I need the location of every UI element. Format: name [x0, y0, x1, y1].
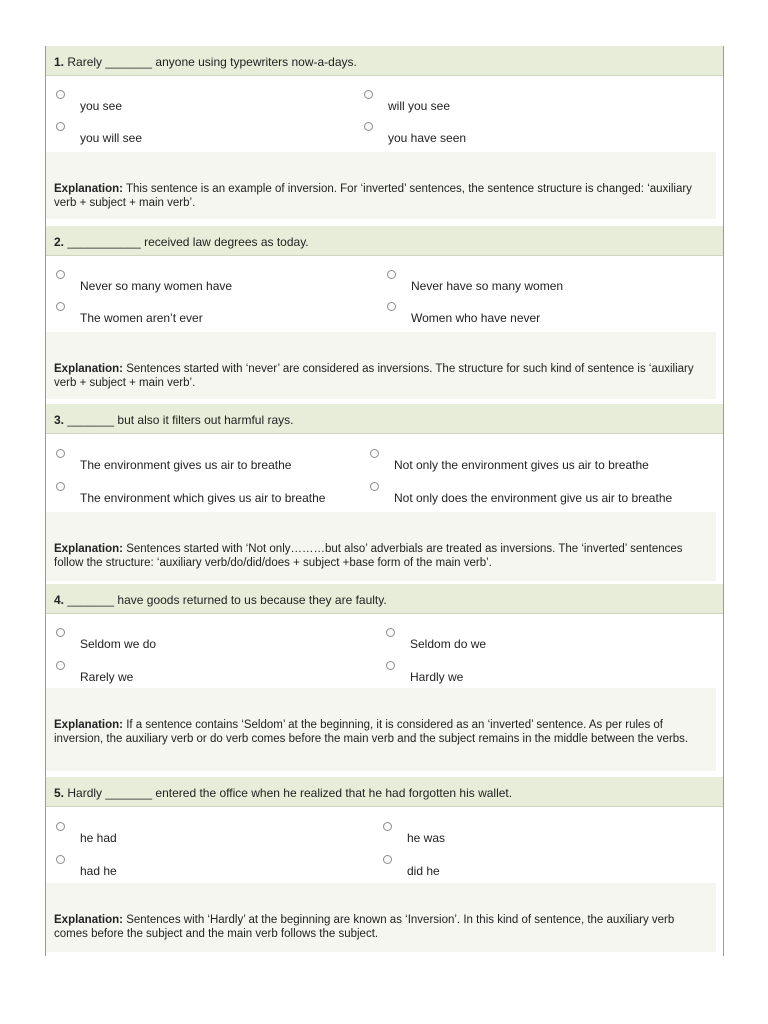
option-label: Never have so many women [411, 279, 564, 293]
question-5-header [46, 777, 723, 807]
question-text: ___________ received law degrees as today. [67, 235, 309, 249]
explanation-text: If a sentence contains ‘Seldom’ at the beginning, it is considered as an ‘inverted’ sentence. As per rules of inversion, the auxiliary verb or do verb comes before the main verb and the subject remains in the middle between the verbs. [54, 719, 689, 745]
option-label: Seldom do we [410, 637, 487, 651]
radio-button-icon[interactable] [364, 122, 373, 131]
quiz-container [45, 46, 724, 956]
option-label: Not only does the environment give us air to breathe [394, 491, 673, 505]
question-text: _______ have goods returned to us because they are faulty. [67, 593, 387, 607]
radio-button-icon[interactable] [56, 90, 65, 99]
option-label: The environment which gives us air to breathe [80, 491, 326, 505]
option-label: Never so many women have [80, 279, 233, 293]
question-3-header [46, 404, 723, 434]
explanation-text: This sentence is an example of inversion. For ‘inverted’ sentences, the sentence structure is changed: ‘auxiliary verb + subject + main verb’. [54, 183, 692, 209]
explanation-3 [46, 512, 716, 581]
radio-button-icon[interactable] [370, 482, 379, 491]
radio-button-icon[interactable] [383, 822, 392, 831]
explanation-label: Explanation: [54, 914, 124, 926]
radio-button-icon[interactable] [387, 302, 396, 311]
radio-button-icon[interactable] [56, 482, 65, 491]
option-label: he had [80, 831, 117, 845]
option-label: you see [80, 99, 123, 113]
question-text: _______ but also it filters out harmful rays. [67, 413, 294, 427]
radio-button-icon[interactable] [56, 661, 65, 670]
radio-button-icon[interactable] [56, 628, 65, 637]
explanation-text: Sentences with ‘Hardly’ at the beginning are known as ‘Inversion’. In this kind of sentence, the auxiliary verb comes before the subject and the main verb follows the subject. [54, 914, 675, 940]
question-text: Hardly _______ entered the office when he realized that he had forgotten his wallet. [67, 786, 513, 800]
option-label: The women aren’t ever [80, 311, 203, 325]
radio-button-icon[interactable] [386, 661, 395, 670]
explanation-label: Explanation: [54, 543, 124, 555]
radio-button-icon[interactable] [364, 90, 373, 99]
question-number: 2. [54, 235, 65, 249]
option-label: had he [80, 864, 117, 878]
radio-button-icon[interactable] [56, 122, 65, 131]
question-number: 3. [54, 413, 65, 427]
radio-button-icon[interactable] [383, 855, 392, 864]
question-text: Rarely _______ anyone using typewriters now-a-days. [67, 55, 357, 69]
explanation-text: Sentences started with ‘Not only………but also’ adverbials are treated as inversions. The ‘inverted’ sentences follow the structure: ‘auxiliary verb/do/did/does + subject +base form of the main verb’. [54, 543, 683, 569]
question-number: 5. [54, 786, 65, 800]
radio-button-icon[interactable] [386, 628, 395, 637]
question-number: 4. [54, 593, 65, 607]
option-label: will you see [388, 99, 451, 113]
radio-button-icon[interactable] [56, 270, 65, 279]
option-label: Seldom we do [80, 637, 157, 651]
question-2-header [46, 226, 723, 256]
explanation-5 [46, 883, 716, 952]
explanation-4 [46, 688, 716, 771]
radio-button-icon[interactable] [56, 449, 65, 458]
option-label: Rarely we [80, 670, 134, 684]
option-label: you will see [80, 131, 143, 145]
explanation-text: Sentences started with ‘never’ are considered as inversions. The structure for such kind of sentence is ‘auxiliary verb + subject + main verb’. [54, 363, 694, 389]
option-label: Hardly we [410, 670, 464, 684]
option-label: Women who have never [411, 311, 541, 325]
radio-button-icon[interactable] [56, 302, 65, 311]
option-label: Not only the environment gives us air to breathe [394, 458, 649, 472]
explanation-label: Explanation: [54, 719, 124, 731]
explanation-label: Explanation: [54, 363, 124, 375]
radio-button-icon[interactable] [387, 270, 396, 279]
question-4-header [46, 584, 723, 614]
question-1-header [46, 46, 723, 76]
option-label: did he [407, 864, 440, 878]
explanation-2 [46, 332, 716, 399]
explanation-1 [46, 152, 716, 219]
explanation-label: Explanation: [54, 183, 124, 195]
radio-button-icon[interactable] [56, 822, 65, 831]
radio-button-icon[interactable] [56, 855, 65, 864]
question-number: 1. [54, 55, 65, 69]
option-label: The environment gives us air to breathe [80, 458, 292, 472]
option-label: you have seen [388, 131, 467, 145]
option-label: he was [407, 831, 446, 845]
radio-button-icon[interactable] [370, 449, 379, 458]
